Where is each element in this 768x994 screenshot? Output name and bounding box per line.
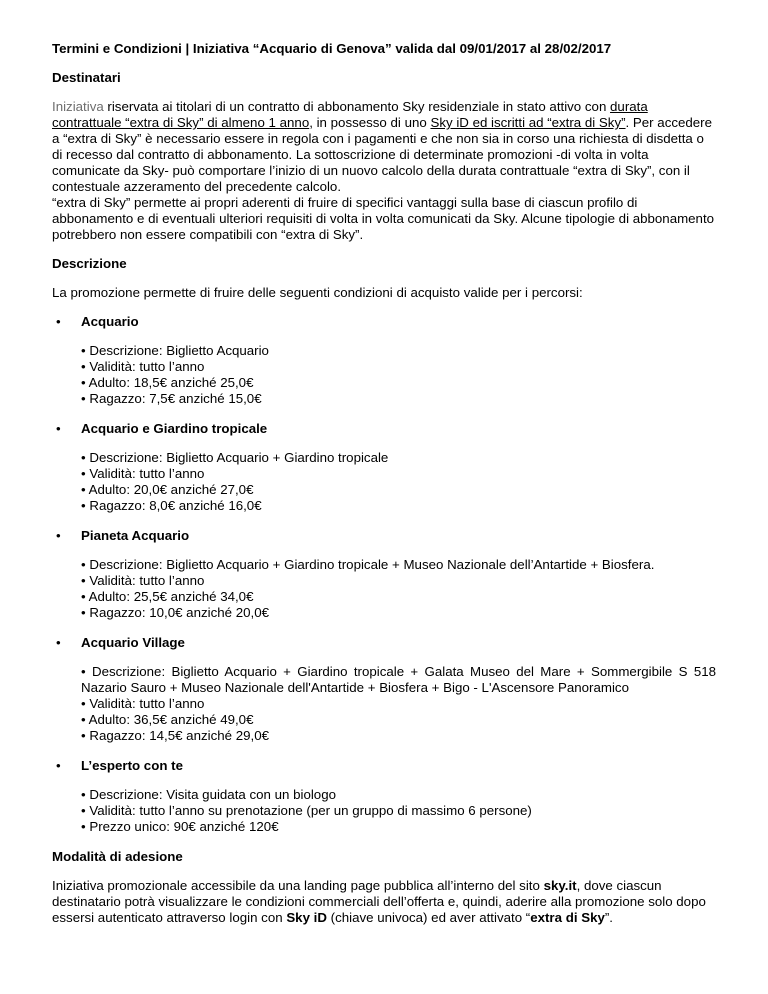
destinatari-text-1: riservata ai titolari di un contratto di abbonamento Sky residenziale in stato attivo con <box>103 99 611 114</box>
iniziativa-word: Iniziativa <box>52 99 104 114</box>
detail-line: • Descrizione: Biglietto Acquario + Giardino tropicale <box>81 450 389 465</box>
detail-line: • Validità: tutto l’anno <box>81 466 205 481</box>
percorsi-list <box>52 314 716 835</box>
percorso-name: L’esperto con te <box>81 758 183 773</box>
durata-contrattuale-underline: durata contrattuale “extra di Sky” di almeno 1 anno <box>52 99 648 130</box>
percorso-details <box>52 557 716 621</box>
descrizione-intro: La promozione permette di fruire delle seguenti condizioni di acquisto valide per i percorsi: <box>52 285 583 300</box>
detail-line: • Adulto: 20,0€ anziché 27,0€ <box>81 482 254 497</box>
percorso-item <box>52 421 716 514</box>
destinatari-text-2: , in possesso di uno <box>309 115 431 130</box>
percorso-heading <box>52 758 716 774</box>
percorso-name: Acquario Village <box>81 635 185 650</box>
percorso-heading <box>52 314 716 330</box>
destinatari-text-3: . Per accedere a “extra di Sky” è necessario essere in regola con i pagamenti e che non sia in corso una richiesta di disdetta o di recesso dal contratto di abbonamento. La sottoscrizione di determinate promozioni -di volta in volta comunicate da Sky- può comportare l’inizio di un nuovo calcolo della durata contrattuale “extra di Sky”, con il contestuale azzeramento del precedente calcolo. <box>52 115 713 194</box>
sky-id-bold: Sky iD <box>286 910 327 925</box>
detail-line: • Ragazzo: 14,5€ anziché 29,0€ <box>81 728 269 743</box>
detail-line: • Ragazzo: 10,0€ anziché 20,0€ <box>81 605 269 620</box>
destinatari-heading: Destinatari <box>52 70 121 85</box>
percorso-item <box>52 314 716 407</box>
detail-line: • Validità: tutto l’anno <box>81 696 205 711</box>
percorso-heading <box>52 421 716 437</box>
detail-line: • Ragazzo: 7,5€ anziché 15,0€ <box>81 391 262 406</box>
detail-line: • Descrizione: Biglietto Acquario + Giardino tropicale + Galata Museo del Mare + Sommergibile S 518 Nazario Sauro + Museo Nazionale dell'Antartide + Biosfera + Bigo - L'Ascensore Panoramico <box>81 664 716 695</box>
percorso-heading <box>52 635 716 651</box>
detail-line: • Descrizione: Visita guidata con un biologo <box>81 787 336 802</box>
percorso-item <box>52 758 716 835</box>
modalita-paragraph <box>52 878 716 926</box>
percorso-name: Acquario <box>81 314 139 329</box>
detail-line: • Adulto: 25,5€ anziché 34,0€ <box>81 589 254 604</box>
bullet-icon: • <box>56 635 61 650</box>
detail-line: • Adulto: 36,5€ anziché 49,0€ <box>81 712 254 727</box>
modalita-heading: Modalità di adesione <box>52 849 183 864</box>
percorso-details <box>52 787 716 835</box>
destinatari-paragraph-1 <box>52 99 716 195</box>
destinatari-paragraph-2: “extra di Sky” permette ai propri aderenti di fruire di specifici vantaggi sulla base di ciascun profilo di abbonamento e di eventuali ulteriori requisiti di volta in volta comunicati da Sky. Alcune tipologie di abbonamento potrebbero non essere compatibili con “extra di Sky”. <box>52 195 715 242</box>
percorso-heading <box>52 528 716 544</box>
sky-it-bold: sky.it <box>543 878 577 893</box>
detail-line: • Validità: tutto l’anno su prenotazione (per un gruppo di massimo 6 persone) <box>81 803 532 818</box>
bullet-icon: • <box>56 421 61 436</box>
detail-line: • Validità: tutto l’anno <box>81 573 205 588</box>
modalita-text-2: , dove ciascun destinatario potrà visualizzare le condizioni commerciali dell’offerta e, quindi, aderire alla promozione solo dopo essersi autenticato attraverso login con <box>52 878 706 925</box>
percorso-item <box>52 528 716 621</box>
detail-line: • Prezzo unico: 90€ anziché 120€ <box>81 819 279 834</box>
extra-di-sky-bold: extra di Sky <box>530 910 605 925</box>
detail-line: • Ragazzo: 8,0€ anziché 16,0€ <box>81 498 262 513</box>
percorso-name: Acquario e Giardino tropicale <box>81 421 268 436</box>
percorso-details <box>52 664 716 744</box>
descrizione-heading: Descrizione <box>52 256 127 271</box>
bullet-icon: • <box>56 314 61 329</box>
percorso-details <box>52 343 716 407</box>
sky-id-underline: Sky iD ed iscritti ad “extra di Sky” <box>430 115 626 130</box>
detail-line: • Descrizione: Biglietto Acquario <box>81 343 269 358</box>
bullet-icon: • <box>56 528 61 543</box>
modalita-text-3: (chiave univoca) ed aver attivato “ <box>326 910 531 925</box>
bullet-icon: • <box>56 758 61 773</box>
detail-line: • Validità: tutto l’anno <box>81 359 205 374</box>
document-title: Termini e Condizioni | Iniziativa “Acquario di Genova” valida dal 09/01/2017 al 28/02/2017 <box>52 41 612 56</box>
modalita-text-1: Iniziativa promozionale accessibile da una landing page pubblica all’interno del sito <box>52 878 544 893</box>
percorso-item <box>52 635 716 744</box>
detail-line: • Adulto: 18,5€ anziché 25,0€ <box>81 375 254 390</box>
percorso-details <box>52 450 716 514</box>
percorso-name: Pianeta Acquario <box>81 528 190 543</box>
modalita-text-4: ”. <box>604 910 613 925</box>
detail-line: • Descrizione: Biglietto Acquario + Giardino tropicale + Museo Nazionale dell’Antartide + Biosfera. <box>81 557 655 572</box>
